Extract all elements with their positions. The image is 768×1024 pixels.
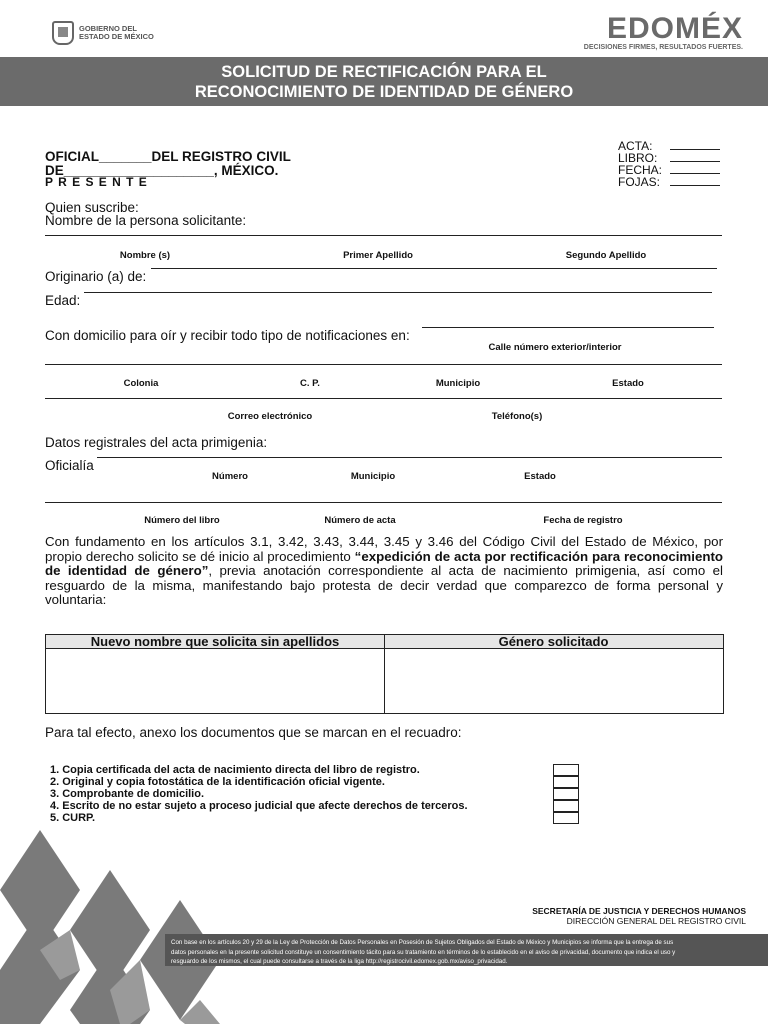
document-checkbox-1[interactable] xyxy=(553,764,579,776)
privacy-notice xyxy=(165,934,768,966)
privacy-line2: datos personales en la presente solicitud constituye un consentimiento tácito para su tratamiento en términos de lo establecido en el aviso de privacidad, documento que indica el uso y xyxy=(171,948,676,956)
paragraph-part1: Con fundamento en los artículos 3.1, 3.42, 3.43, 3.44, 3.45 y 3.46 del Código Civil del Estado de México, por propio derecho solicito se dé inicio al procedimiento xyxy=(45,534,723,564)
street-label: Calle número exterior/interior xyxy=(488,342,622,353)
request-table xyxy=(45,634,724,714)
oficialia-municipio-label: Municipio xyxy=(350,471,396,482)
age-label: Edad: xyxy=(45,293,81,308)
paragraph-bold: “expedición de acta por rectificación para reconocimiento de identidad de género” xyxy=(45,548,724,578)
new-name-cell[interactable] xyxy=(46,650,383,713)
fecha-label: FECHA: xyxy=(618,163,663,177)
decorative-diamonds-graphic xyxy=(0,830,240,1024)
libro-label: LIBRO: xyxy=(618,151,658,165)
paragraph-part2: , previa anotación correspondiente al acta de nacimiento primigenia, así como el resguardo de la misma, manifestando bajo protesta de decir verdad que comparezco de forma personal y voluntaria: xyxy=(45,563,723,607)
document-checkbox-2[interactable] xyxy=(553,776,579,788)
list-item: 4. Escrito de no estar sujeto a proceso judicial que afecte derechos de terceros. xyxy=(50,800,468,812)
title-line2: RECONOCIMIENTO DE IDENTIDAD DE GÉNERO xyxy=(194,83,574,101)
secretaria-name: SECRETARÍA DE JUSTICIA Y DERECHOS HUMANOS xyxy=(532,906,746,916)
second-surname-label: Segundo Apellido xyxy=(565,250,647,261)
privacy-line1: Con base en los artículos 20 y 29 de la Ley de Protección de Datos Personales en Posesión de Sujetos Obligados del Estado de México y Municipios se informa que la entrega de sus xyxy=(171,939,674,946)
brand-name: EDOMÉX xyxy=(606,12,743,45)
colonia-label: Colonia xyxy=(123,378,159,389)
first-surname-label: Primer Apellido xyxy=(343,250,413,261)
name-field[interactable] xyxy=(45,235,722,236)
oficialia-field[interactable] xyxy=(97,457,722,458)
legal-paragraph xyxy=(45,535,723,608)
brand-tagline: DECISIONES FIRMES, RESULTADOS FUERTES. xyxy=(583,44,743,51)
domicile-label: Con domicilio para oír y recibir todo tipo de notificaciones en: xyxy=(45,328,410,343)
book-number-label: Número del libro xyxy=(144,515,220,526)
list-item: 5. CURP. xyxy=(50,812,96,824)
list-item: 1. Copia certificada del acta de nacimiento directa del libro de registro. xyxy=(50,764,420,776)
documents-list xyxy=(50,764,468,824)
direccion-name: DIRECCIÓN GENERAL DEL REGISTRO CIVIL xyxy=(566,916,746,926)
act-number-label: Número de acta xyxy=(324,515,396,526)
document-checkbox-5[interactable] xyxy=(553,812,579,824)
oficialia-estado-label: Estado xyxy=(524,471,556,482)
gender-cell[interactable] xyxy=(385,650,723,713)
contact-field[interactable] xyxy=(45,398,722,399)
government-logo xyxy=(52,20,172,46)
address-line2: DE____________________, MÉXICO. xyxy=(45,163,279,178)
estado-label: Estado xyxy=(612,378,644,389)
book-field[interactable] xyxy=(45,502,722,503)
footer-agency xyxy=(532,906,746,926)
acta-box xyxy=(618,140,720,188)
oficialia-number-label: Número xyxy=(212,471,248,482)
name-label: Nombre (s) xyxy=(119,250,171,261)
fojas-field[interactable] xyxy=(670,176,720,186)
edomex-logo xyxy=(584,14,743,51)
gender-header: Género solicitado xyxy=(384,635,723,649)
oficialia-label: Oficialía xyxy=(45,458,94,473)
list-item: 2. Original y copia fotostática de la identificación oficial vigente. xyxy=(50,776,385,788)
title-banner xyxy=(0,57,768,106)
list-item: 3. Comprobante de domicilio. xyxy=(50,788,205,800)
presente: P R E S E N T E xyxy=(45,175,148,189)
gov-line2: ESTADO DE MÉXICO xyxy=(79,32,154,41)
fecha-field[interactable] xyxy=(670,164,720,174)
address-line1: OFICIAL_______DEL REGISTRO CIVIL xyxy=(45,149,291,164)
new-name-header: Nuevo nombre que solicita sin apellidos xyxy=(46,635,384,649)
origin-field[interactable] xyxy=(151,268,717,269)
age-field[interactable] xyxy=(84,292,712,293)
phone-label: Teléfono(s) xyxy=(491,411,543,422)
intro-line1: Quien suscribe: xyxy=(45,200,139,215)
acta-field[interactable] xyxy=(670,140,720,150)
acta-label: ACTA: xyxy=(618,139,653,153)
street-field[interactable] xyxy=(422,327,714,328)
address-detail-field[interactable] xyxy=(45,364,722,365)
fojas-label: FOJAS: xyxy=(618,175,661,189)
libro-field[interactable] xyxy=(670,152,720,162)
municipio-label: Municipio xyxy=(435,378,481,389)
registry-heading: Datos registrales del acta primigenia: xyxy=(45,435,268,450)
document-checkbox-4[interactable] xyxy=(553,800,579,812)
privacy-line3: resguardo de los mismos, el cual puede consultarse a través de la liga http://registrocivil.edomex.gob.mx/aviso_privacidad. xyxy=(171,958,508,965)
title-line1: SOLICITUD DE RECTIFICACIÓN PARA EL xyxy=(221,63,547,81)
registration-date-label: Fecha de registro xyxy=(543,515,623,526)
email-label: Correo electrónico xyxy=(227,411,313,422)
attach-heading: Para tal efecto, anexo los documentos que se marcan en el recuadro: xyxy=(45,725,462,740)
origin-label: Originario (a) de: xyxy=(45,269,147,284)
cp-label: C. P. xyxy=(300,378,320,389)
state-crest-icon xyxy=(52,21,74,45)
intro-line2: Nombre de la persona solicitante: xyxy=(45,213,247,228)
document-checkbox-3[interactable] xyxy=(553,788,579,800)
gov-line1: GOBIERNO DEL xyxy=(79,24,137,33)
